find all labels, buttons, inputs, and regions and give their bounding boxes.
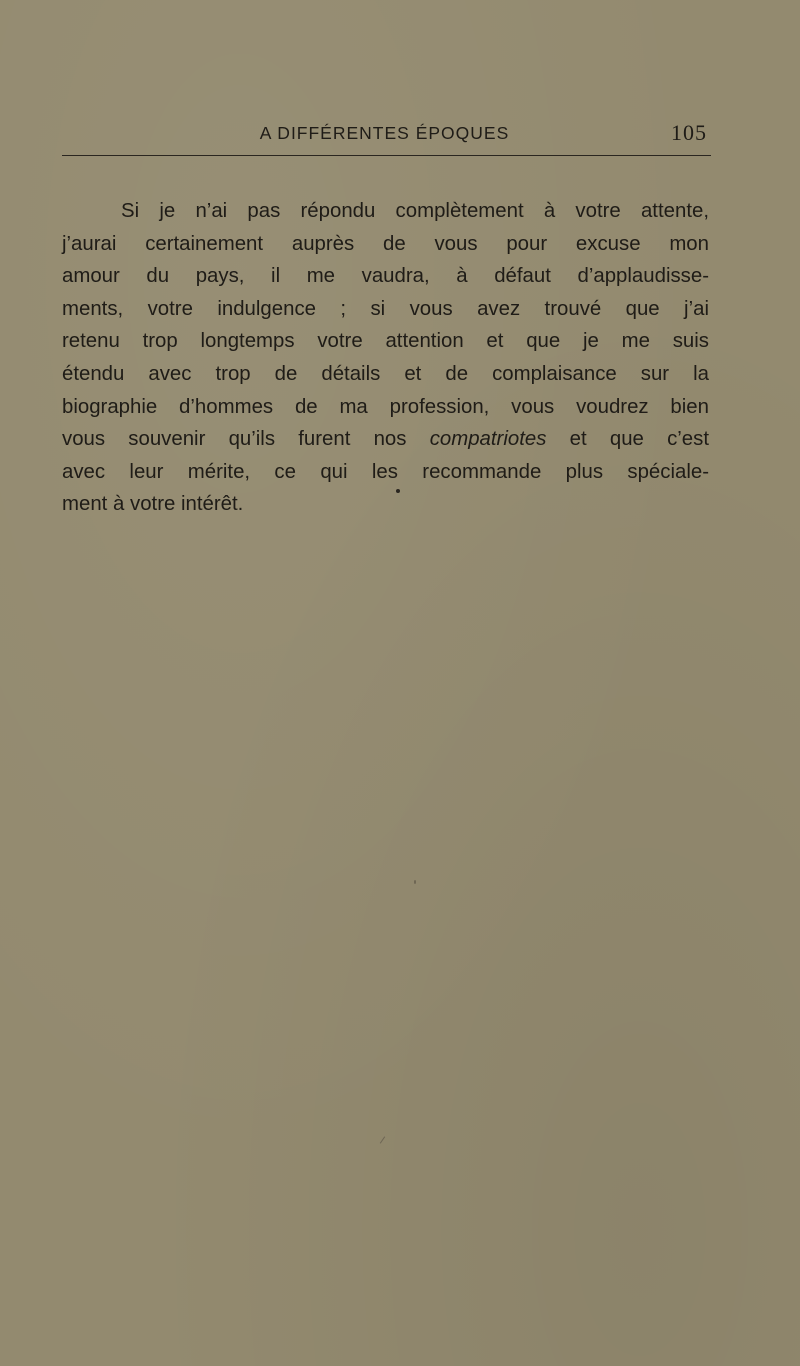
text-line: ments, votre indulgence ; si vous avez trouvé que j’ai [62, 297, 709, 320]
header-rule [62, 155, 711, 156]
text-line: retenu trop longtemps votre attention et que je me suis [62, 330, 709, 353]
text-line: biographie d’hommes de ma profession, vous voudrez bien [62, 395, 709, 418]
ink-speck [396, 489, 400, 493]
text-line: étendu avec trop de détails et de complaisance sur la [62, 362, 709, 385]
body-paragraph [62, 195, 709, 521]
text-line: amour du pays, il me vaudra, à défaut d’applaudisse- [62, 265, 709, 288]
ink-speck [414, 880, 416, 884]
italic-word: compatriotes [429, 428, 547, 451]
text-line: avec leur mérite, ce qui les recommande plus spéciale- [62, 460, 709, 483]
text-line: ment à votre intérêt. [62, 493, 244, 516]
running-head [62, 118, 707, 148]
page-number: 105 [671, 120, 707, 145]
text-segment: et que c’est [546, 428, 710, 451]
text-line [62, 423, 709, 456]
text-line: j’aurai certainement auprès de vous pour excuse mon [62, 232, 709, 255]
ink-speck [380, 1136, 385, 1143]
running-title: A DIFFÉRENTES ÉPOQUES [259, 123, 510, 143]
text-segment: vous souvenir qu’ils furent nos [62, 428, 430, 451]
text-line: Si je n’ai pas répondu complètement à votre attente, [121, 200, 709, 222]
